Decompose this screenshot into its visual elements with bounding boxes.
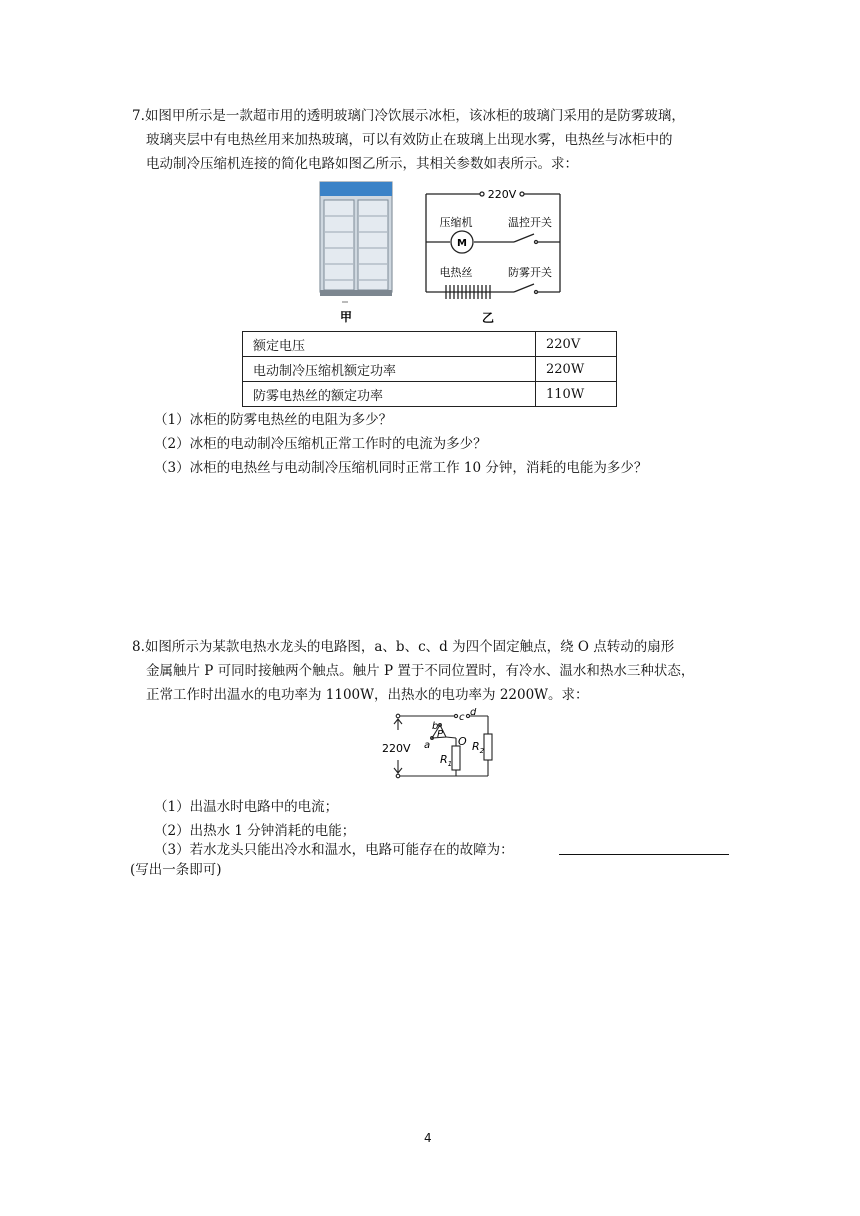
fridge-circuit-figure bbox=[418, 182, 568, 327]
sector-P-label: P bbox=[437, 729, 444, 740]
page-number: 4 bbox=[424, 1131, 432, 1145]
pivot-O-label: O bbox=[458, 735, 467, 748]
table-row bbox=[243, 332, 617, 357]
freezer-base bbox=[320, 290, 392, 296]
q7-question-2: （2）冰柜的电动制冷压缩机正常工作时的电流为多少？ bbox=[154, 436, 487, 452]
table-cell-name: 额定电压 bbox=[243, 332, 536, 357]
table-cell-name: 电动制冷压缩机额定功率 bbox=[243, 357, 536, 382]
fog-switch-label: 防雾开关 bbox=[508, 266, 552, 279]
q8-line-3: 正常工作时出温水的电功率为 1100W，出热水的电功率为 2200W。求： bbox=[146, 687, 589, 703]
q8-line-2: 金属触片 P 可同时接触两个触点。触片 P 置于不同位置时，有冷水、温水和热水三种状态， bbox=[146, 663, 695, 679]
q8-question-3: （3）若水龙头只能出冷水和温水，电路可能存在的故障为： bbox=[154, 842, 514, 858]
figure-label-jia: 甲 bbox=[339, 310, 353, 324]
heater-label: 电热丝 bbox=[439, 266, 473, 279]
freezer-door-left bbox=[324, 200, 354, 290]
q8-line-1: 8.如图所示为某款电热水龙头的电路图，a、b、c、d 为四个固定触点，绕 O 点转动的扇形 bbox=[132, 639, 675, 655]
contact-d-label: d bbox=[470, 708, 477, 718]
answer-blank-line[interactable] bbox=[559, 853, 729, 855]
q7-line-1: 7.如图甲所示是一款超市用的透明玻璃门冷饮展示冰柜，该冰柜的玻璃门采用的是防雾玻璃， bbox=[132, 108, 685, 124]
parameter-table bbox=[242, 331, 617, 407]
q7-line-3: 电动制冷压缩机连接的简化电路如图乙所示，其相关参数如表所示。求： bbox=[146, 156, 578, 172]
circuit-voltage-label: 220V bbox=[487, 188, 517, 201]
fog-switch-blade bbox=[514, 284, 534, 292]
temp-switch-label: 温控开关 bbox=[508, 216, 552, 229]
figure-label-yi: 乙 bbox=[481, 311, 495, 325]
contact-c-label: c bbox=[459, 712, 465, 723]
table-row bbox=[243, 357, 617, 382]
table-row bbox=[243, 382, 617, 407]
contact-b-label: b bbox=[432, 721, 439, 732]
R2-label: $R_2$ bbox=[472, 740, 485, 755]
q7-question-1: （1）冰柜的防雾电热丝的电阻为多少？ bbox=[154, 412, 393, 428]
heater-coil bbox=[444, 285, 492, 299]
q7-question-3: （3）冰柜的电热丝与电动制冷压缩机同时正常工作 10 分钟，消耗的电能为多少？ bbox=[154, 460, 648, 476]
R1-label: $R_1$ bbox=[440, 753, 453, 768]
freezer-door-right bbox=[358, 200, 388, 290]
q8-note: (写出一条即可) bbox=[130, 862, 222, 878]
table-cell-value: 110W bbox=[536, 382, 617, 407]
table-cell-value: 220V bbox=[536, 332, 617, 357]
motor-label: M bbox=[457, 238, 467, 249]
freezer-header bbox=[320, 182, 392, 196]
contact-a-label: a bbox=[424, 740, 431, 751]
compressor-label: 压缩机 bbox=[439, 216, 473, 229]
faucet-voltage-label: 220V bbox=[382, 742, 411, 755]
freezer-figure bbox=[316, 180, 396, 325]
faucet-circuit-figure bbox=[380, 708, 500, 784]
table-cell-value: 220W bbox=[536, 357, 617, 382]
q8-question-1: （1）出温水时电路中的电流； bbox=[154, 799, 339, 815]
temp-switch-blade bbox=[514, 234, 534, 242]
table-cell-name: 防雾电热丝的额定功率 bbox=[243, 382, 536, 407]
q7-line-2: 玻璃夹层中有电热丝用来加热玻璃，可以有效防止在玻璃上出现水雾，电热丝与冰柜中的 bbox=[146, 132, 673, 148]
q8-question-2: （2）出热水 1 分钟消耗的电能； bbox=[154, 823, 356, 839]
